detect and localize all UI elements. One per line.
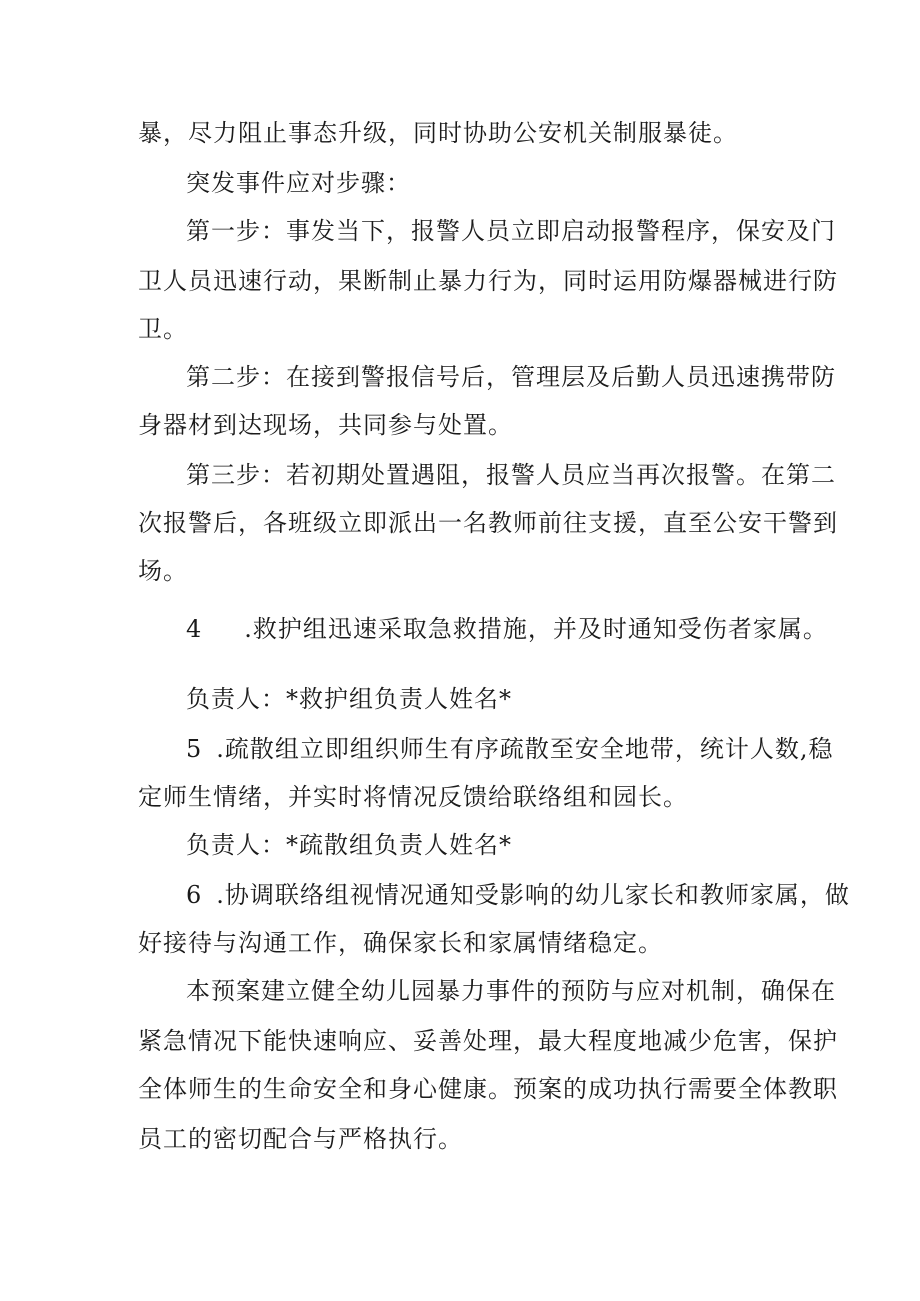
paragraph-line: 第一步：事发当下，报警人员立即启动报警程序，保安及门 (186, 217, 836, 245)
paragraph-line: 第三步：若初期处置遇阻，报警人员应当再次报警。在第二 (186, 461, 836, 489)
paragraph-line: 定师生情绪，并实时将情况反馈给联络组和园长。 (138, 783, 688, 811)
numbered-item (186, 614, 828, 644)
paragraph-line: 身器材到达现场，共同参与处置。 (138, 411, 513, 439)
numbered-item (186, 880, 850, 910)
section-heading: 突发事件应对步骤： (186, 169, 411, 197)
paragraph-line: 员工的密切配合与严格执行。 (138, 1125, 463, 1153)
paragraph-line: 全体师生的生命安全和身心健康。预案的成功执行需要全体教职 (138, 1075, 838, 1103)
responsible-person: 负责人：*救护组负责人姓名* (186, 685, 512, 713)
numbered-item (186, 734, 834, 764)
paragraph-line: 卫。 (138, 315, 188, 343)
item-number: 6 (186, 881, 203, 909)
paragraph-line: 次报警后，各班级立即派出一名教师前往支援，直至公安干警到 (138, 509, 838, 537)
responsible-person: 负责人：*疏散组负责人姓名* (186, 831, 512, 859)
paragraph-line: 紧急情况下能快速响应、妥善处理，最大程度地减少危害，保护 (138, 1027, 838, 1055)
paragraph-line: 暴，尽力阻止事态升级，同时协助公安机关制服暴徒。 (138, 119, 738, 147)
item-number: 4 (186, 615, 203, 643)
paragraph-line: 卫人员迅速行动，果断制止暴力行为，同时运用防爆器械进行防 (138, 267, 838, 295)
item-text: .协调联络组视情况通知受影响的幼儿家长和教师家属，做 (216, 881, 850, 909)
item-text: .疏散组立即组织师生有序疏散至安全地带，统计人数,稳 (216, 735, 834, 763)
paragraph-line: 场。 (138, 557, 188, 585)
paragraph-line: 本预案建立健全幼儿园暴力事件的预防与应对机制，确保在 (186, 977, 836, 1005)
item-number: 5 (186, 735, 203, 763)
item-text: .救护组迅速采取急救措施，并及时通知受伤者家属。 (244, 615, 828, 643)
paragraph-line: 第二步：在接到警报信号后，管理层及后勤人员迅速携带防 (186, 363, 836, 391)
paragraph-line: 好接待与沟通工作，确保家长和家属情绪稳定。 (138, 929, 663, 957)
